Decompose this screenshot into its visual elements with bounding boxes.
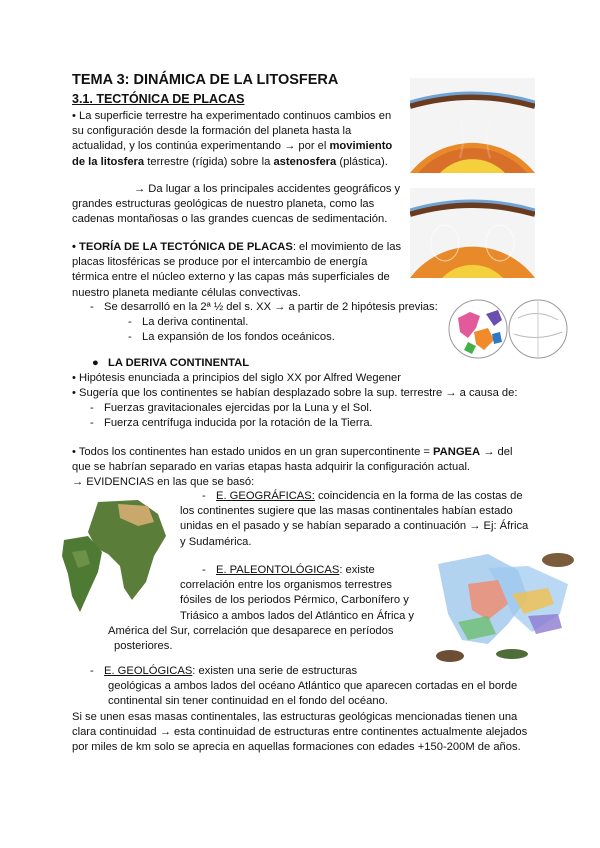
hypothesis-list: - La deriva continental. - La expansión de los fondos oceánicos. — [128, 316, 335, 344]
theory-development: - Se desarrolló en la 2ª ½ del s. XX → a partir de 2 hipótesis previas: — [90, 301, 438, 313]
evidence-geological: - E. GEOLÓGICAS: existen una serie de estructuras geológicas a ambos lados del océano Atlántico que aparecen cortadas en el borde continental sin tener continuidad en el fondo del océano. — [90, 665, 518, 708]
final-paragraph: Si se unen esas masas continentales, las estructuras geológicas mencionadas tienen una clara continuidad → esta continuidad de estructuras entre continentes actualmente alejados por miles de km solo se aprecia en aquellas formaciones con edades +150-200M de años. — [72, 711, 528, 754]
evidence-paleontological: - E. PALEONTOLÓGICAS: existe correlación entre los organismos terrestres fósiles de los periodos Pérmico, Carbonífero y Triásico a ambos lados del Atlántico en África y — [180, 564, 415, 622]
deriva-heading: ● LA DERIVA CONTINENTAL — [92, 357, 250, 369]
section-title: 3.1. TECTÓNICA DE PLACAS — [72, 92, 245, 106]
continents-globes-figure — [448, 298, 568, 360]
consequence-paragraph: → Da lugar a los principales accidentes geográficos y grandes estructuras geológicas de nuestro planeta, como las cadenas montañosas o las grandes cuencas de sedimentación. — [72, 183, 401, 226]
page-title: TEMA 3: DINÁMICA DE LA LITOSFERA — [72, 72, 339, 88]
intro-paragraph: • La superficie terrestre ha experimentado continuos cambios en su configuración desde la formación del planeta hasta la actualidad, y los continúa experimentando → por el movimiento de la litosfera terrestre (rígida) sobre la astenosfera (plástica). — [72, 110, 393, 168]
earth-cross-section-figure-1 — [410, 78, 535, 183]
africa-south-america-figure — [58, 496, 176, 616]
deriva-bullets: • Hipótesis enunciada a principios del siglo XX por Alfred Wegener • Sugería que los continentes se habían desplazado sobre la sup. terrestre → a causa de: — [72, 372, 518, 400]
theory-paragraph: • TEORÍA DE LA TECTÓNICA DE PLACAS: el movimiento de las placas litosféricas se produce por el intercambio de energía térmica entre el núcleo externo y las capas más superficiales de nuestro planeta mediante células convectivas. — [72, 241, 402, 299]
pangea-paragraph: • Todos los continentes han estado unidos en un gran supercontinente = PANGEA → del que se habrían separado en varias etapas hasta adquirir la configuración actual. → EVIDENCIAS en las que se basó: — [72, 446, 513, 489]
evidence-paleontological-cont: América del Sur, correlación que desaparece en períodos posteriores. — [108, 625, 394, 653]
fossil-distribution-map — [428, 544, 584, 666]
earth-cross-section-figure-2 — [410, 188, 535, 288]
deriva-causes: - Fuerzas gravitacionales ejercidas por la Luna y el Sol. - Fuerza centrífuga inducida por la rotación de la Tierra. — [90, 402, 373, 430]
evidence-geographic: - E. GEOGRÁFICAS: coincidencia en la forma de las costas de los continentes sugiere que las masas continentales habían estado unidas en el pasado y se habían separado a continuación → Ej: África y Sudamérica. — [180, 490, 529, 548]
